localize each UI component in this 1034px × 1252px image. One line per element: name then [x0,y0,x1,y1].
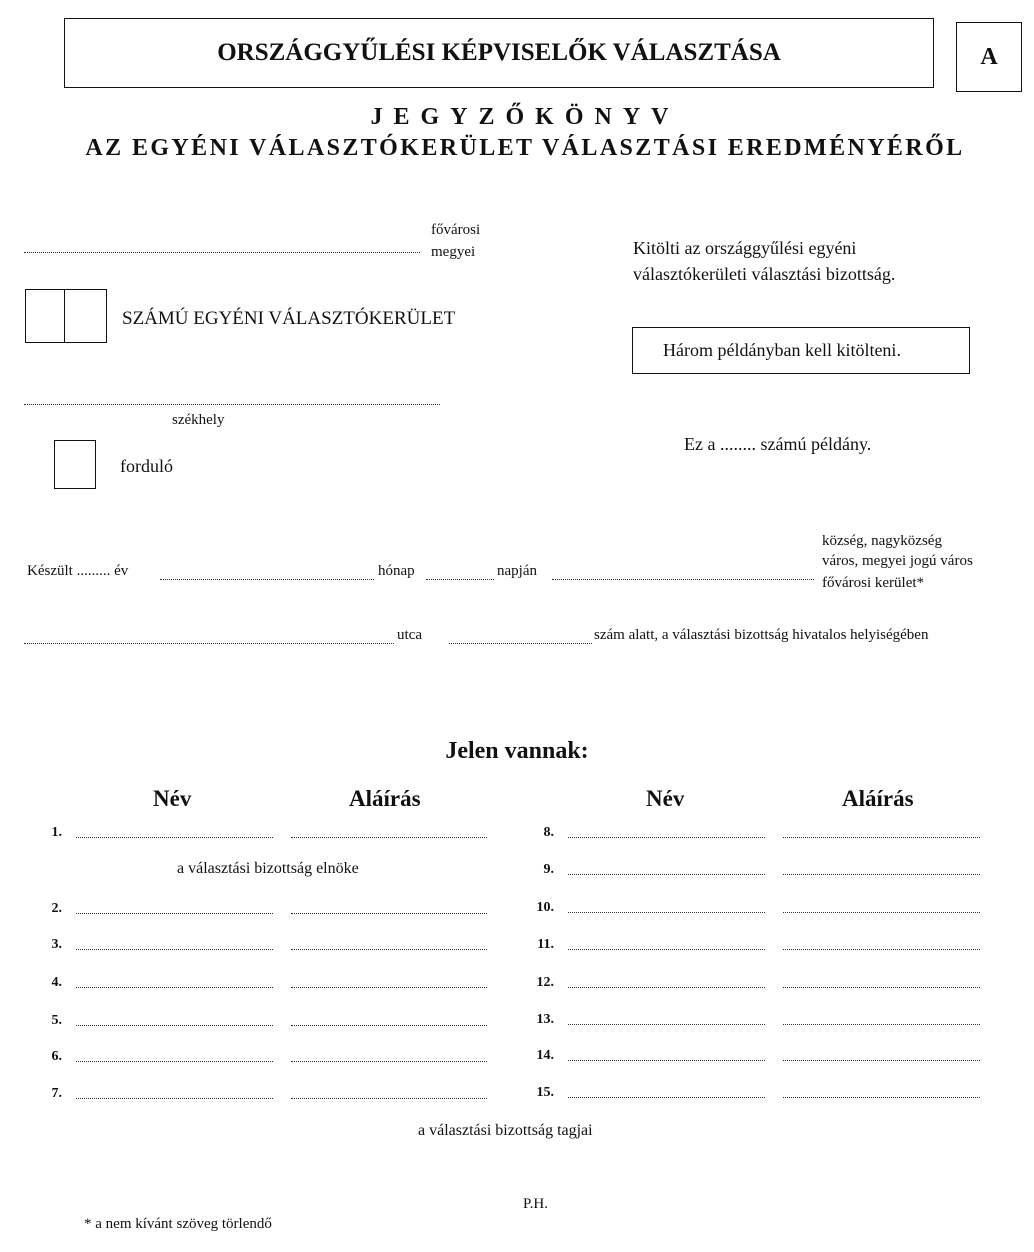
form-title-box [64,18,934,88]
signature-field[interactable] [783,987,980,988]
row-number: 14. [536,1048,554,1063]
option-fovarosi: fővárosi [431,222,481,238]
row-number: 8. [543,825,554,840]
copies-note: Három példányban kell kitölteni. [663,340,901,360]
row-number: 5. [51,1013,62,1028]
seat-field[interactable] [24,404,440,405]
row-number: 2. [51,901,62,916]
signature-field[interactable] [783,1097,980,1098]
signature-field[interactable] [783,1060,980,1061]
row-number: 1. [51,825,62,840]
row-number: 13. [536,1012,554,1027]
name-field[interactable] [76,1061,273,1062]
settlement-type-1: község, nagyközség [822,533,942,549]
name-header-right: Név [646,786,685,811]
copy-number-text: Ez a ........ számú példány. [684,434,872,454]
name-field[interactable] [568,1060,765,1061]
name-field[interactable] [76,1025,273,1026]
chair-caption: a választási bizottság elnöke [177,860,359,877]
settlement-type-2: város, megyei jogú város [822,553,973,569]
members-caption: a választási bizottság tagjai [418,1122,593,1139]
signature-field[interactable] [291,949,487,950]
signature-field[interactable] [783,912,980,913]
county-name-field[interactable] [24,252,420,253]
signature-field[interactable] [783,949,980,950]
row-number: 6. [51,1049,62,1064]
house-number-field[interactable] [449,643,592,644]
made-year-label: Készült ......... év [27,563,129,579]
street-label: utca [397,627,422,643]
signature-field[interactable] [291,1025,487,1026]
name-field[interactable] [76,949,273,950]
round-number-box[interactable] [54,440,96,489]
seat-label: székhely [172,412,225,428]
settlement-field[interactable] [552,579,814,580]
signature-field[interactable] [291,837,487,838]
district-label: SZÁMÚ EGYÉNI VÁLASZTÓKERÜLET [122,308,456,329]
signature-field[interactable] [291,987,487,988]
footnote: * a nem kívánt szöveg törlendő [84,1216,272,1232]
address-suffix: szám alatt, a választási bizottság hivatalos helyiségében [594,627,929,643]
signature-header-right: Aláírás [842,786,914,811]
row-number: 4. [51,975,62,990]
name-field[interactable] [568,949,765,950]
form-variant-box [956,22,1022,92]
signature-header-left: Aláírás [349,786,421,811]
doc-title-line2: AZ EGYÉNI VÁLASZTÓKERÜLET VÁLASZTÁSI EREDMÉNYÉRŐL [85,135,965,161]
signature-field[interactable] [291,913,487,914]
name-field[interactable] [568,912,765,913]
stamp-placeholder: P.H. [523,1196,549,1212]
name-field[interactable] [76,987,273,988]
filled-by-line1: Kitölti az országgyűlési egyéni [633,238,857,258]
copies-note-box [632,327,970,374]
name-header-left: Név [153,786,192,811]
signature-field[interactable] [783,1024,980,1025]
signature-field[interactable] [783,837,980,838]
street-field[interactable] [24,643,394,644]
name-field[interactable] [76,1098,273,1099]
settlement-type-3: fővárosi kerület* [822,575,925,591]
round-label: forduló [120,456,173,476]
day-label: napján [497,563,537,579]
name-field[interactable] [76,913,273,914]
row-number: 3. [51,937,62,952]
name-field[interactable] [568,987,765,988]
name-field[interactable] [568,1024,765,1025]
row-number: 10. [536,900,554,915]
row-number: 15. [536,1085,554,1100]
option-megyei: megyei [431,244,476,260]
filled-by-line2: választókerületi választási bizottság. [633,264,896,284]
row-number: 7. [51,1086,62,1101]
name-field[interactable] [568,874,765,875]
doc-title-line1: JEGYZŐKÖNYV [370,104,680,130]
signature-field[interactable] [291,1061,487,1062]
month-label: hónap [378,563,415,579]
signature-field[interactable] [291,1098,487,1099]
name-field[interactable] [76,837,273,838]
row-number: 9. [543,862,554,877]
day-field[interactable] [426,579,494,580]
signature-field[interactable] [783,874,980,875]
row-number: 12. [536,975,554,990]
district-number-boxes[interactable] [25,289,107,343]
attendees-heading: Jelen vannak: [445,738,589,764]
district-number-divider [64,290,65,342]
year-month-field[interactable] [160,579,374,580]
form-variant-letter: A [980,43,998,70]
form-title: ORSZÁGGYŰLÉSI KÉPVISELŐK VÁLASZTÁSA [217,39,781,66]
name-field[interactable] [568,837,765,838]
row-number: 11. [537,937,554,952]
name-field[interactable] [568,1097,765,1098]
